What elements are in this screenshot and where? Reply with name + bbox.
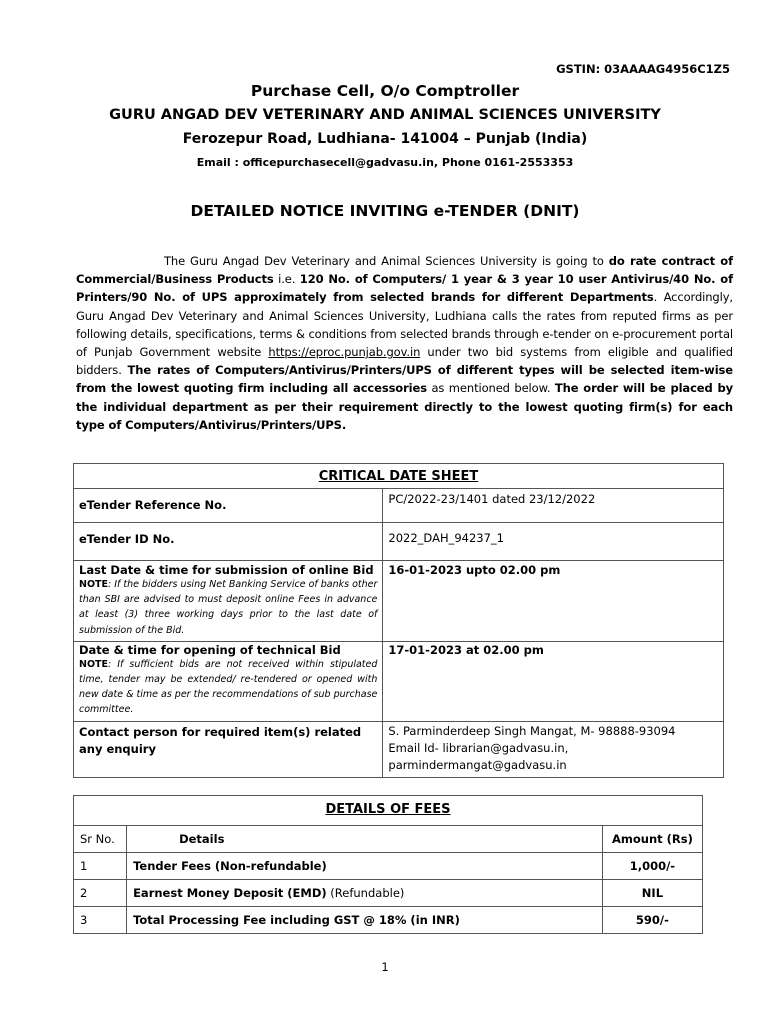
university-name: GURU ANGAD DEV VETERINARY AND ANIMAL SCIENCES UNIVERSITY <box>109 107 661 123</box>
contact-email-2: parmindermangat@gadvasu.in <box>388 757 567 772</box>
contact-email-1: Email Id- librarian@gadvasu.in, <box>388 740 569 755</box>
fees-col-amount: Amount (Rs) <box>602 826 702 853</box>
contact-line: Email : officepurchasecell@gadvasu.in, Phone 0161-2553353 <box>196 156 574 169</box>
submission-label: Last Date & time for submission of online Bid <box>79 563 374 577</box>
ref-no-label: eTender Reference No. <box>79 498 227 512</box>
submission-note: NOTE: If the bidders using Net Banking Service of banks other than SBI are advised to must deposit online Fees in advance at least (3) three working days prior to the last date of submission of the Bid. <box>79 579 378 636</box>
contact-value-cell <box>383 721 724 777</box>
ref-no-value-cell <box>383 489 724 523</box>
office-name: Purchase Cell, O/o Comptroller <box>250 82 520 100</box>
fee-details: Tender Fees (Non-refundable) <box>127 853 603 880</box>
fee-sr: 2 <box>74 880 127 907</box>
fees-col-sr: Sr No. <box>74 826 127 853</box>
contact-label-cell <box>74 721 383 777</box>
fee-details: Earnest Money Deposit (EMD) (Refundable) <box>127 880 603 907</box>
submission-value-cell <box>383 561 724 642</box>
tender-id-value: 2022_DAH_94237_1 <box>388 531 504 545</box>
ref-no-value: PC/2022-23/1401 dated 23/12/2022 <box>388 492 596 506</box>
para-text: under two bid systems from eligible and qualified bidders. <box>76 345 734 378</box>
para-text: The Guru Angad Dev Veterinary and Animal Sciences University is going to <box>164 254 609 268</box>
para-bold-order: The order will be placed by the individual department as per their requirement directly to the lowest quoting firm(s) for each type of Computers/Antivirus/Printers/UPS. <box>76 381 733 432</box>
notice-paragraph <box>76 252 733 434</box>
contact-label: Contact person for required item(s) related any enquiry <box>79 724 362 756</box>
table-row <box>74 880 703 907</box>
fee-amount: NIL <box>602 880 702 907</box>
opening-date: 17-01-2023 at 02.00 pm <box>388 642 544 657</box>
opening-label: Date & time for opening of technical Bid <box>79 642 341 657</box>
gstin-number: GSTIN: 03AAAAG4956C1Z5 <box>556 62 730 76</box>
fees-col-details: Details <box>127 826 603 853</box>
tender-id-label-cell <box>74 523 383 561</box>
ref-no-label-cell <box>74 489 383 523</box>
critical-date-sheet-table <box>73 463 724 778</box>
para-bold-items: 120 No. of Computers/ 1 year & 3 year 10 user Antivirus/40 No. of Printers/90 No. of UPS approximately from selected brands for different Departments <box>76 272 733 305</box>
fees-table <box>73 795 703 934</box>
para-bold-rate-contract: do rate contract of Commercial/Business Products <box>76 254 733 287</box>
para-text: as mentioned below. <box>426 381 555 396</box>
para-bold-rates: The rates of Computers/Antivirus/Printers/UPS of different types will be selected item-wise from the lowest quoting firm including all accessories <box>76 363 733 396</box>
fees-heading: DETAILS OF FEES <box>74 796 703 826</box>
opening-value-cell <box>383 641 724 721</box>
document-title: DETAILED NOTICE INVITING e-TENDER (DNIT) <box>190 202 580 220</box>
tender-id-value-cell <box>383 523 724 561</box>
tender-id-label: eTender ID No. <box>79 532 175 546</box>
table-row <box>74 853 703 880</box>
fee-details: Total Processing Fee including GST @ 18% (in INR) <box>127 907 603 934</box>
opening-label-cell <box>74 641 383 721</box>
para-text: . Accordingly, Guru Angad Dev Veterinary and Animal Sciences University, Ludhiana calls the rates from reputed firms as per following details, specifications, terms & conditions from selected brands through e-tender on e-procurement portal of Punjab Government website <box>76 290 733 360</box>
critical-date-sheet-heading: CRITICAL DATE SHEET <box>74 464 724 489</box>
fee-sr: 3 <box>74 907 127 934</box>
para-text: i.e. <box>273 272 300 287</box>
contact-person: S. Parminderdeep Singh Mangat, M- 98888-93094 <box>388 723 676 738</box>
opening-note: NOTE: If sufficient bids are not received within stipulated time, tender may be extended/ re-tendered or opened with new date & time as per the recommendations of sub purchase committee. <box>79 658 378 716</box>
fee-sr: 1 <box>74 853 127 880</box>
table-row <box>74 907 703 934</box>
university-address: Ferozepur Road, Ludhiana- 141004 – Punjab (India) <box>182 131 588 147</box>
submission-label-cell <box>74 561 383 642</box>
fee-amount: 1,000/- <box>602 853 702 880</box>
submission-deadline: 16-01-2023 upto 02.00 pm <box>388 563 561 577</box>
fee-amount: 590/- <box>602 907 702 934</box>
eproc-link[interactable]: https://eproc.punjab.gov.in <box>268 345 421 360</box>
page-number: 1 <box>381 960 389 974</box>
